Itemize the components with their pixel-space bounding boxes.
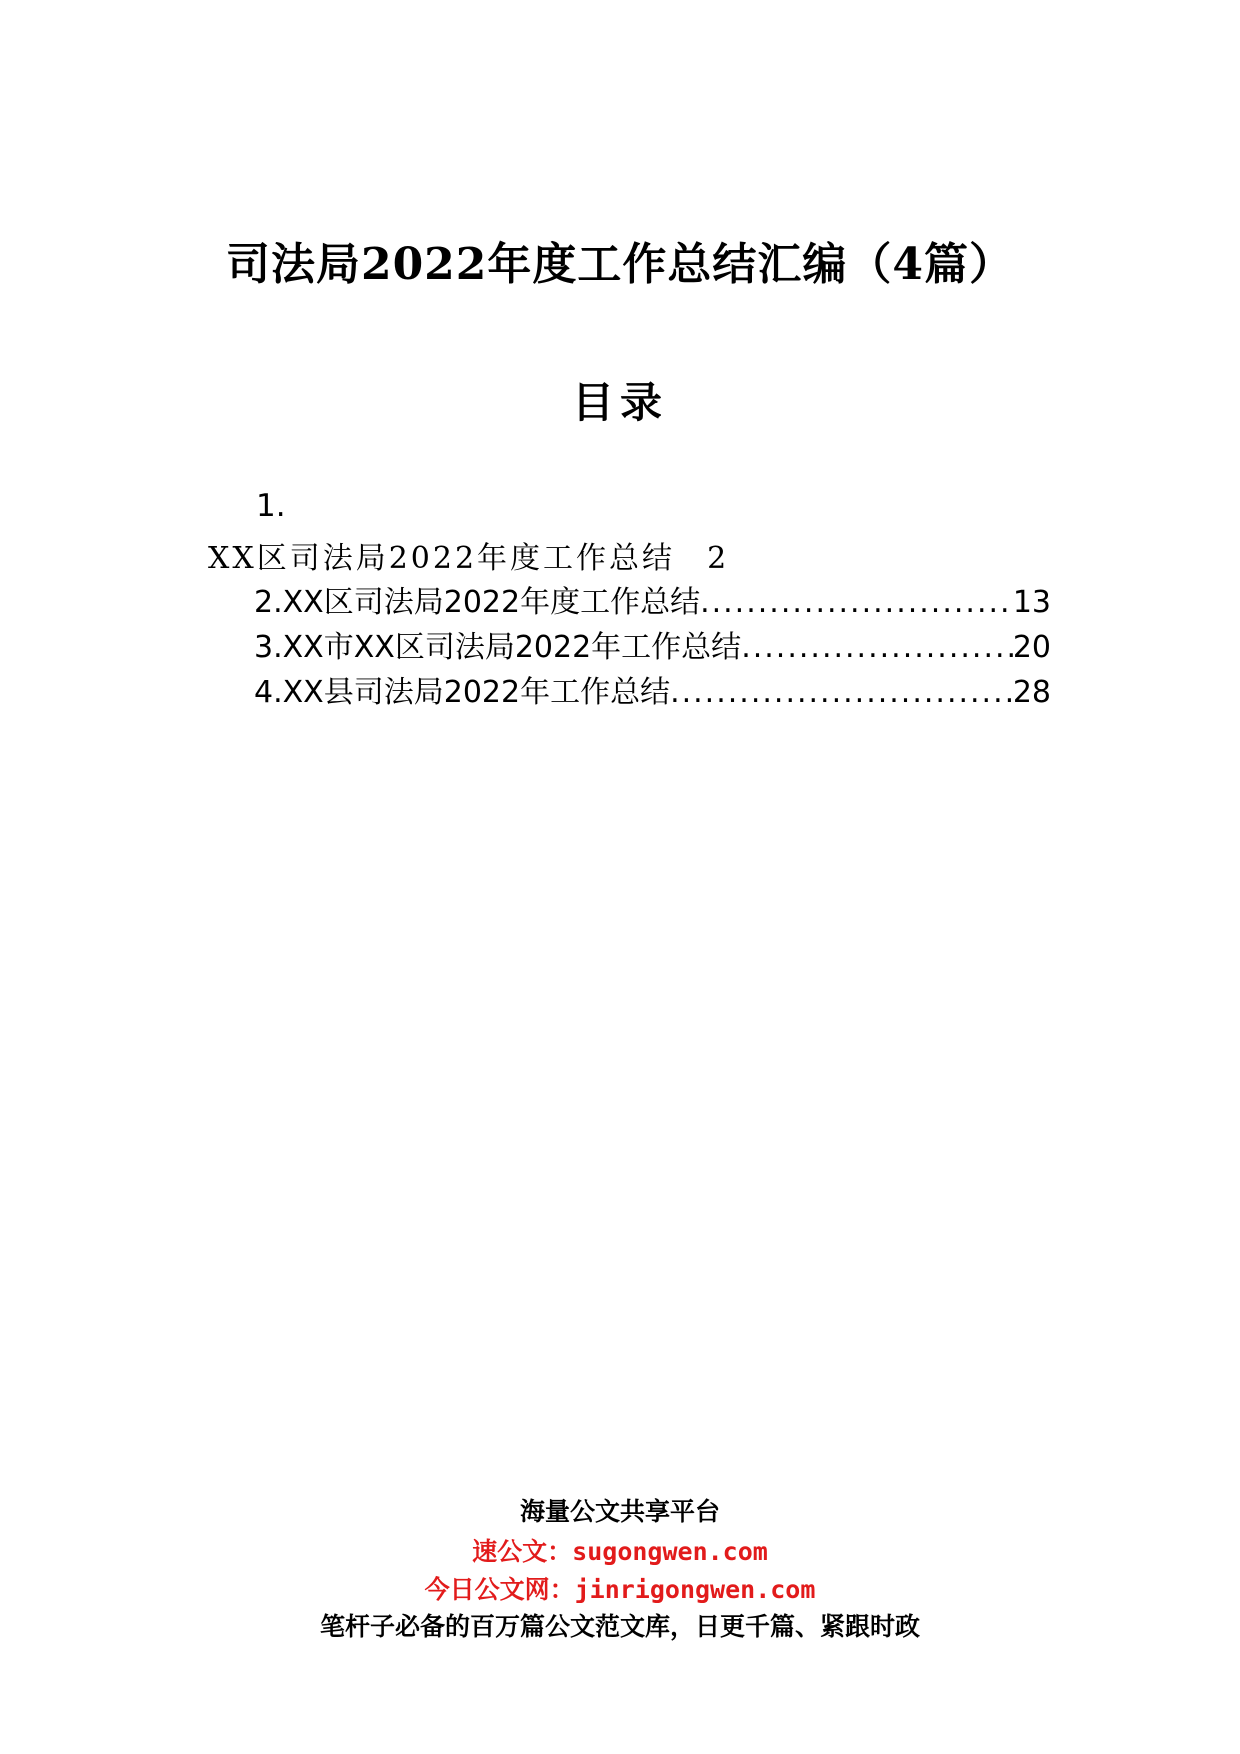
footer-platform-tagline: 海量公文共享平台 (519, 1497, 720, 1526)
toc-entry-3-page: 20 (1012, 630, 1051, 665)
footer-jinrigongwen (0, 1570, 1240, 1606)
document-title: 司法局2022年度工作总结汇编（4篇） (225, 239, 1015, 290)
toc-entry-2-label: 2.XX区司法局2022年度工作总结 (254, 585, 701, 620)
toc-entry-2-page: 13 (1012, 585, 1051, 620)
footer-sugongwen-label: 速公文： (472, 1537, 573, 1566)
toc-entry-1-label: XX区司法局2022年度工作总结 (208, 541, 676, 576)
toc-entry-4-page: 28 (1012, 675, 1051, 710)
footer-slogan: 笔杆子必备的百万篇公文范文库，日更千篇、紧跟时政 (319, 1612, 920, 1641)
toc-entry-2[interactable] (254, 577, 1051, 621)
toc-entry-1-page: 2 (707, 541, 730, 576)
toc-entry-4-label: 4.XX县司法局2022年工作总结 (254, 675, 671, 710)
toc-entry-1-number: 1. (256, 488, 286, 524)
toc-entry-3[interactable] (254, 622, 1051, 666)
footer-sugongwen (0, 1532, 1240, 1568)
footer-jinrigongwen-link[interactable]: jinrigongwen.com (574, 1575, 816, 1604)
toc-entry-1[interactable] (208, 533, 729, 577)
footer-jinrigongwen-label: 今日公文网： (424, 1575, 575, 1604)
toc-leader-dots (670, 675, 1013, 710)
toc-heading: 目录 (571, 378, 668, 427)
footer-sugongwen-link[interactable]: sugongwen.com (572, 1537, 768, 1566)
toc-entry-3-label: 3.XX市XX区司法局2022年工作总结 (254, 630, 742, 665)
toc-leader-dots (700, 585, 1013, 620)
toc-leader-dots (741, 630, 1013, 665)
toc-entry-4[interactable] (254, 667, 1051, 711)
